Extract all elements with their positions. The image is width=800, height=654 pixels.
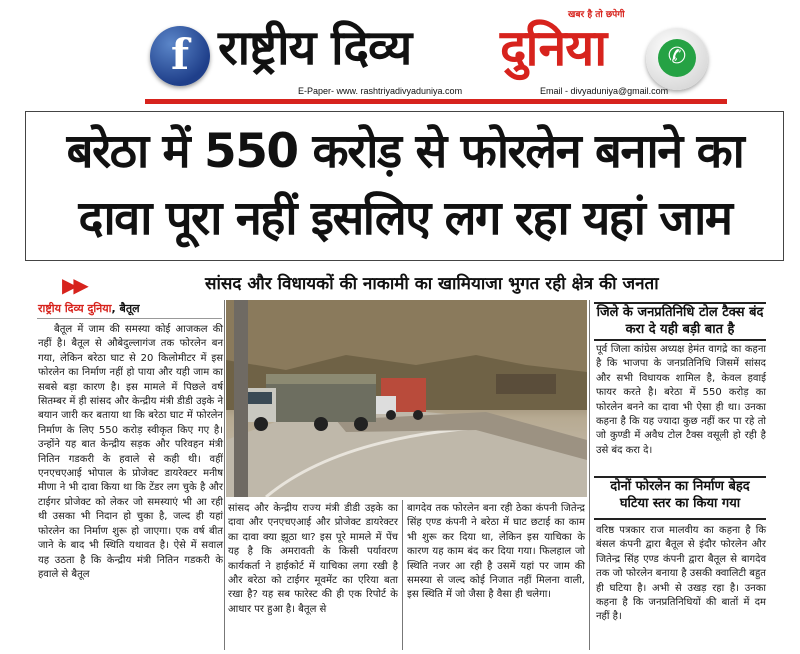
newspaper-title: राष्ट्रीय दिव्य	[218, 20, 412, 76]
sidebar-box-1-text: पूर्व जिला कांग्रेस अध्यक्ष हेमंत वागद्रे का कहना है कि भाजपा के जनप्रतिनिधि जिसमें सांसद और सभी विधायक शामिल है, केवल हवाई फायर करते है। बरेठा में 550 करोड़ का फोरलेन बनने का दावा भी ऐसा ही था। उनका कहना है कि यह ज्यादा कुछ नहीं कर पा रहे तो जो कुण्डी में अवैध टोल टैक्स वसूली हो रही है उसे बंद करा दे।	[596, 344, 766, 456]
article-column-left	[38, 323, 223, 582]
sidebar-rule	[594, 518, 766, 520]
masthead-divider	[145, 99, 727, 104]
article-column-mid-1	[228, 502, 398, 617]
headline-line-2: दावा पूरा नहीं इसलिए लग रहा यहां जाम	[78, 191, 732, 246]
article-text-left: बैतूल में जाम की समस्या कोई आजकल की नहीं है। बैतूल से औबेदुल्लागंज तक फोरलेन बन गया, लेकिन बरेठा घाट से 20 किलोमीटर में इस फोरलेन का निर्माण नहीं हो पाया और यही जाम का सबसे बड़ा कारण है। इस मामले में पिछले वर्ष सितम्बर में ही सांसद और केन्द्रीय मंत्री डीडी उइके ने बयान जारी कर बताया था कि बरेठा घाट में फोरलेन निर्माण के लिए 550 करोड़ स्वीकृत किए गए है। उन्होंने यह बात केन्द्रीय सड़क और परिवहन मंत्री नितिन गडकरी के हवाले से कही थी। वहीं एनएचएआई भोपाल के प्रोजेक्ट डायरेक्टर मनीष मीणा ने भी दावा किया था कि टेंडर लग चुके है और टाईगर प्रोजेक्ट को लेकर जो समस्याएं भी आ रही थी उसका भी निदान हो चुका है, जल्द ही यहां फोरलेन का निर्माण शुरू हो जाएगा। एक वर्ष बीत जाने के बाद भी स्थिति यथावत है। ऐसे में सवाल यह उठता है कि केन्द्रीय मंत्री नितिन गडकरी के हवाले से बैतूल	[38, 324, 223, 580]
sidebar-box-2-text: वरिष्ठ पत्रकार राज मालवीय का कहना है कि बंसल कंपनी द्वारा बैतूल से इंदौर फोरलेन और जितेन्द्र सिंह एण्ड कंपनी द्वारा बैतूल से बागदेव तक जो फोरलेन बनाया है उसकी क्वालिटी बहुत ही घटिया है। अभी से उखड़ रहा है। उनका कहना है कि जनप्रतिनिधियों की बातों में दम नहीं है।	[596, 525, 766, 623]
column-divider	[224, 300, 225, 650]
column-divider	[589, 300, 590, 650]
news-photo-ghat-road-traffic	[226, 300, 587, 497]
byline-divider	[37, 318, 222, 319]
contact-email[interactable]: Email - divyaduniya@gmail.com	[540, 86, 669, 96]
newspaper-title-highlight: दुनिया	[500, 19, 607, 77]
tagline: खबर है तो छपेगी	[568, 10, 625, 20]
article-text-mid-1: सांसद और केन्द्रीय राज्य मंत्री डीडी उइके का दावा और एनएचएआई और प्रोजेक्ट डायरेक्टर का दावा क्या झूठा था? इस पूरे मामले में पेंच यह है कि अमरावती के किसी पर्यावरण कार्यकर्ता ने हाईकोर्ट में याचिका लगा रखी है और बरेठा को टाईगर मूवमेंट का एरिया बता रखा है? यह सब फारेस्ट की ही एक रिपोर्ट के आधार पर हुआ है। बैतूल से	[228, 503, 398, 615]
headline	[34, 118, 776, 252]
arrows-icon: ▶▶	[62, 273, 85, 297]
byline	[38, 301, 140, 316]
article-column-mid-2	[407, 502, 585, 603]
byline-city: , बैतूल	[111, 302, 140, 315]
sidebar-rule	[594, 339, 766, 341]
subheadline: सांसद और विधायकों की नाकामी का खामियाजा भुगत रही क्षेत्र की जनता	[205, 274, 659, 294]
byline-paper: राष्ट्रीय दिव्य दुनिया	[38, 302, 112, 315]
photo-illustration	[226, 300, 587, 497]
headline-line-1: बरेठा में 550 करोड़ से फोरलेन बनाने का	[66, 124, 744, 179]
whatsapp-icon[interactable]: ✆	[646, 28, 708, 90]
sidebar-box-1-title: जिले के जनप्रतिनिधि टोल टैक्स बंद करा दे यही बड़ी बात है	[596, 305, 764, 337]
column-divider	[402, 500, 403, 650]
epaper-url[interactable]: E-Paper- www. rashtriyadivyaduniya.com	[298, 86, 463, 96]
article-text-mid-2: बागदेव तक फोरलेन बना रही ठेका कंपनी जितेन्द्र सिंह एण्ड कंपनी ने बरेठा में घाट छटाई का काम भी शुरू कर दिया था, लेकिन इस याचिका के कारण यह काम बंद कर दिया गया। फिलहाल जो स्थिति नजर आ रही है उसमें यहां पर जाम की समस्या से जल्द कोई निजात नहीं मिलना वाली, इस स्थिति में जो जैसा है वैसा ही चलेगा।	[407, 503, 585, 601]
masthead	[0, 0, 800, 106]
sidebar-box-2-title: दोनों फोरलेन का निर्माण बेहद घटिया स्तर का किया गया	[610, 479, 750, 511]
facebook-icon[interactable]: f	[150, 26, 210, 86]
